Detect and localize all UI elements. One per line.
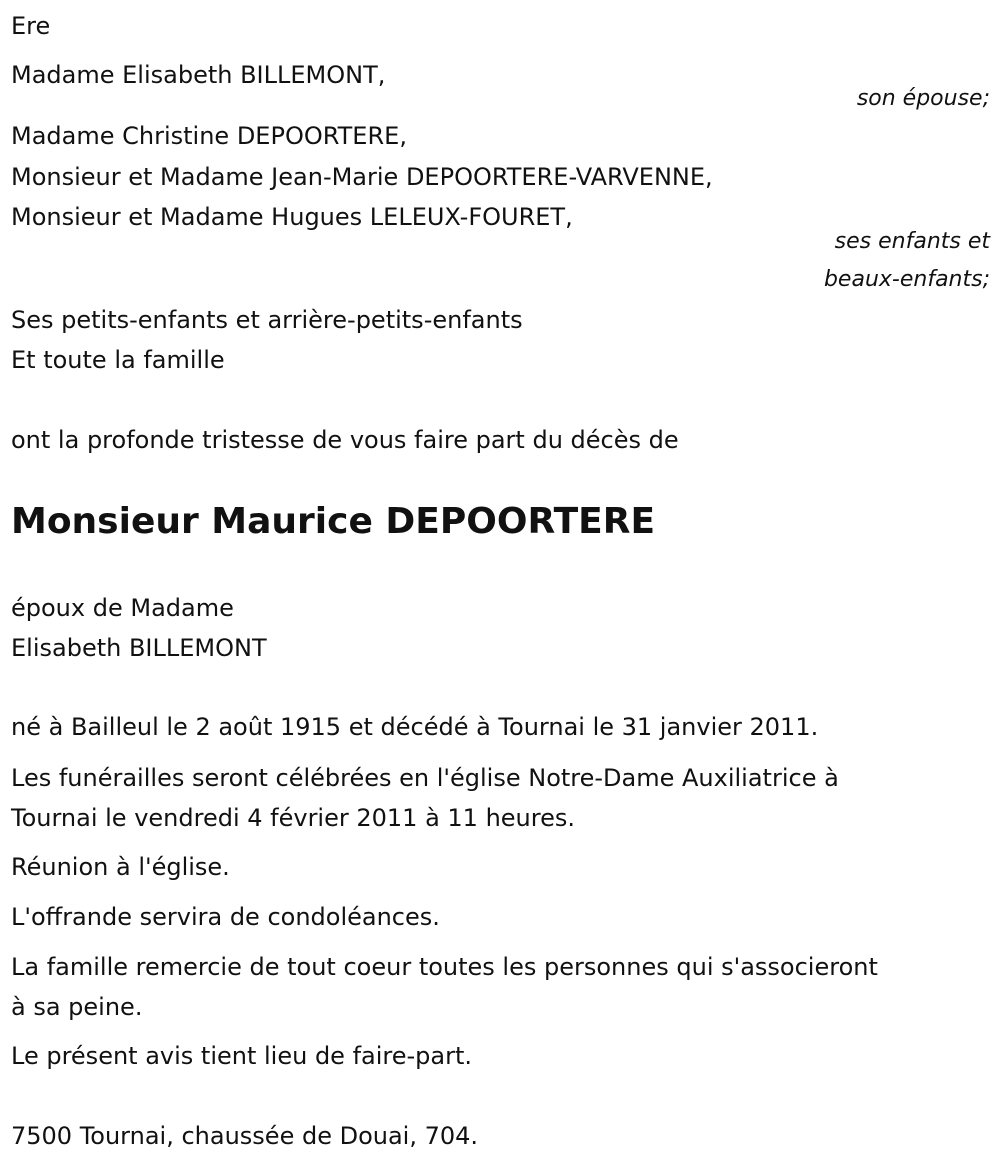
children-role: beaux-enfants; <box>823 267 990 292</box>
thanks-line: La famille remercie de tout coeur toutes les personnes qui s'associeront <box>11 953 878 981</box>
extended-family-line: Et toute la famille <box>11 346 225 374</box>
funeral-line: Les funérailles seront célébrées en l'église Notre-Dame Auxiliatrice à <box>11 764 839 792</box>
address-line: 7500 Tournai, chaussée de Douai, 704. <box>11 1122 479 1150</box>
reunion-line: Réunion à l'église. <box>11 853 230 881</box>
thanks-line: à sa peine. <box>11 993 143 1021</box>
extended-family-line: Ses petits-enfants et arrière-petits-enfants <box>11 306 523 334</box>
child-name: Monsieur et Madame Hugues LELEUX-FOURET, <box>11 203 573 231</box>
spouse-role: son épouse; <box>856 86 990 111</box>
child-name: Monsieur et Madame Jean-Marie DEPOORTERE-VARVENNE, <box>11 163 713 191</box>
spouse-of-line: Elisabeth BILLEMONT <box>11 634 267 662</box>
deceased-name: Monsieur Maurice DEPOORTERE <box>11 501 656 542</box>
children-role: ses enfants et <box>834 229 990 254</box>
notice-line: Le présent avis tient lieu de faire-part. <box>11 1042 473 1070</box>
header-word: Ere <box>11 12 51 40</box>
offering-line: L'offrande servira de condoléances. <box>11 903 440 931</box>
spouse-name: Madame Elisabeth BILLEMONT, <box>11 61 386 89</box>
funeral-line: Tournai le vendredi 4 février 2011 à 11 heures. <box>11 804 575 832</box>
announcement-text: ont la profonde tristesse de vous faire part du décès de <box>11 426 679 454</box>
birth-death-line: né à Bailleul le 2 août 1915 et décédé à Tournai le 31 janvier 2011. <box>11 713 819 741</box>
spouse-of-line: époux de Madame <box>11 594 234 622</box>
child-name: Madame Christine DEPOORTERE, <box>11 122 407 150</box>
